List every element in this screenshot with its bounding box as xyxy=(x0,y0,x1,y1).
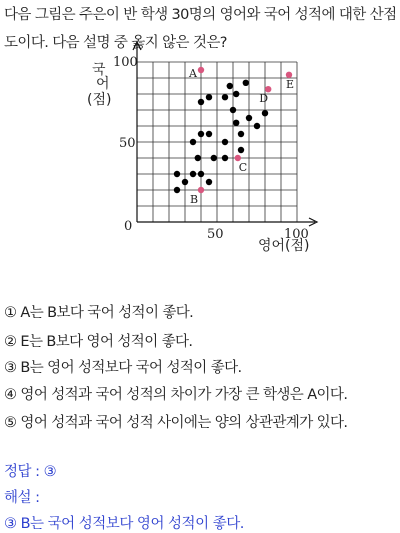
explanation-text: ③ B는 국어 성적보다 영어 성적이 좋다. xyxy=(4,516,244,532)
choice-4-number: ④ xyxy=(4,387,17,403)
x-tick-50: 50 xyxy=(207,227,224,242)
data-point xyxy=(195,155,201,161)
plot-ticks xyxy=(113,55,309,242)
data-point xyxy=(190,171,196,177)
y-axis-label-line-2: 어 xyxy=(96,76,110,92)
data-point xyxy=(174,171,180,177)
data-point xyxy=(227,83,233,89)
y-tick-50: 50 xyxy=(119,136,136,151)
choice-2-number: ② xyxy=(4,334,17,350)
plot-points xyxy=(174,80,268,194)
tick-origin: 0 xyxy=(124,219,133,234)
data-point xyxy=(198,131,204,137)
data-point xyxy=(206,179,212,185)
choice-2 xyxy=(4,330,192,351)
data-point xyxy=(243,80,249,86)
data-point xyxy=(174,187,180,193)
choice-3-number: ③ xyxy=(4,360,17,376)
choice-4-text: 영어 성적과 국어 성적의 차이가 가장 큰 학생은 A이다. xyxy=(20,387,348,403)
choice-3 xyxy=(4,356,242,377)
data-point xyxy=(246,115,252,121)
data-point xyxy=(222,139,228,145)
data-point xyxy=(233,91,239,97)
x-axis-label: 영어(점) xyxy=(258,238,310,254)
answer-line: 정답 : ③ xyxy=(4,464,57,480)
data-point xyxy=(233,120,239,126)
choice-1-number: ① xyxy=(4,305,17,321)
choice-1-text: A는 B보다 국어 성적이 좋다. xyxy=(20,305,194,321)
highlight-point-b xyxy=(198,187,204,193)
question-line-2: 도이다. 다음 설명 중 옳지 않은 것은? xyxy=(4,35,227,51)
x-tick-100: 100 xyxy=(284,227,309,242)
choice-5 xyxy=(4,411,347,432)
question-line-1: 다음 그림은 주은이 반 학생 30명의 영어와 국어 성적에 대한 산점 xyxy=(4,7,397,23)
data-point xyxy=(238,147,244,153)
point-label-a: A xyxy=(189,67,197,80)
choice-5-number: ⑤ xyxy=(4,415,17,431)
data-point xyxy=(262,110,268,116)
choice-5-text: 영어 성적과 국어 성적 사이에는 양의 상관관계가 있다. xyxy=(20,415,348,431)
data-point xyxy=(198,99,204,105)
point-label-b: B xyxy=(190,193,199,206)
data-point xyxy=(238,131,244,137)
data-point xyxy=(182,179,188,185)
choice-1 xyxy=(4,301,193,322)
choice-2-text: E는 B보다 영어 성적이 좋다. xyxy=(20,334,193,350)
y-axis-label-line-1: 국 xyxy=(92,62,106,78)
data-point xyxy=(222,94,228,100)
data-point xyxy=(190,139,196,145)
choice-4 xyxy=(4,383,347,404)
data-point xyxy=(254,123,260,129)
point-label-d: D xyxy=(259,92,269,106)
point-label-e: E xyxy=(286,77,295,91)
highlight-point-a xyxy=(198,67,204,73)
data-point xyxy=(206,94,212,100)
data-point xyxy=(222,155,228,161)
choice-3-text: B는 영어 성적보다 국어 성적이 좋다. xyxy=(20,360,242,376)
explanation-label: 해설 : xyxy=(4,490,40,506)
data-point xyxy=(206,131,212,137)
data-point xyxy=(198,171,204,177)
data-point xyxy=(211,155,217,161)
y-tick-100: 100 xyxy=(113,55,138,70)
y-axis-label-line-3: (점) xyxy=(87,92,112,108)
plot-grid xyxy=(137,62,297,222)
plot-axes xyxy=(133,42,317,226)
point-label-c: C xyxy=(238,161,248,174)
data-point xyxy=(230,107,236,113)
